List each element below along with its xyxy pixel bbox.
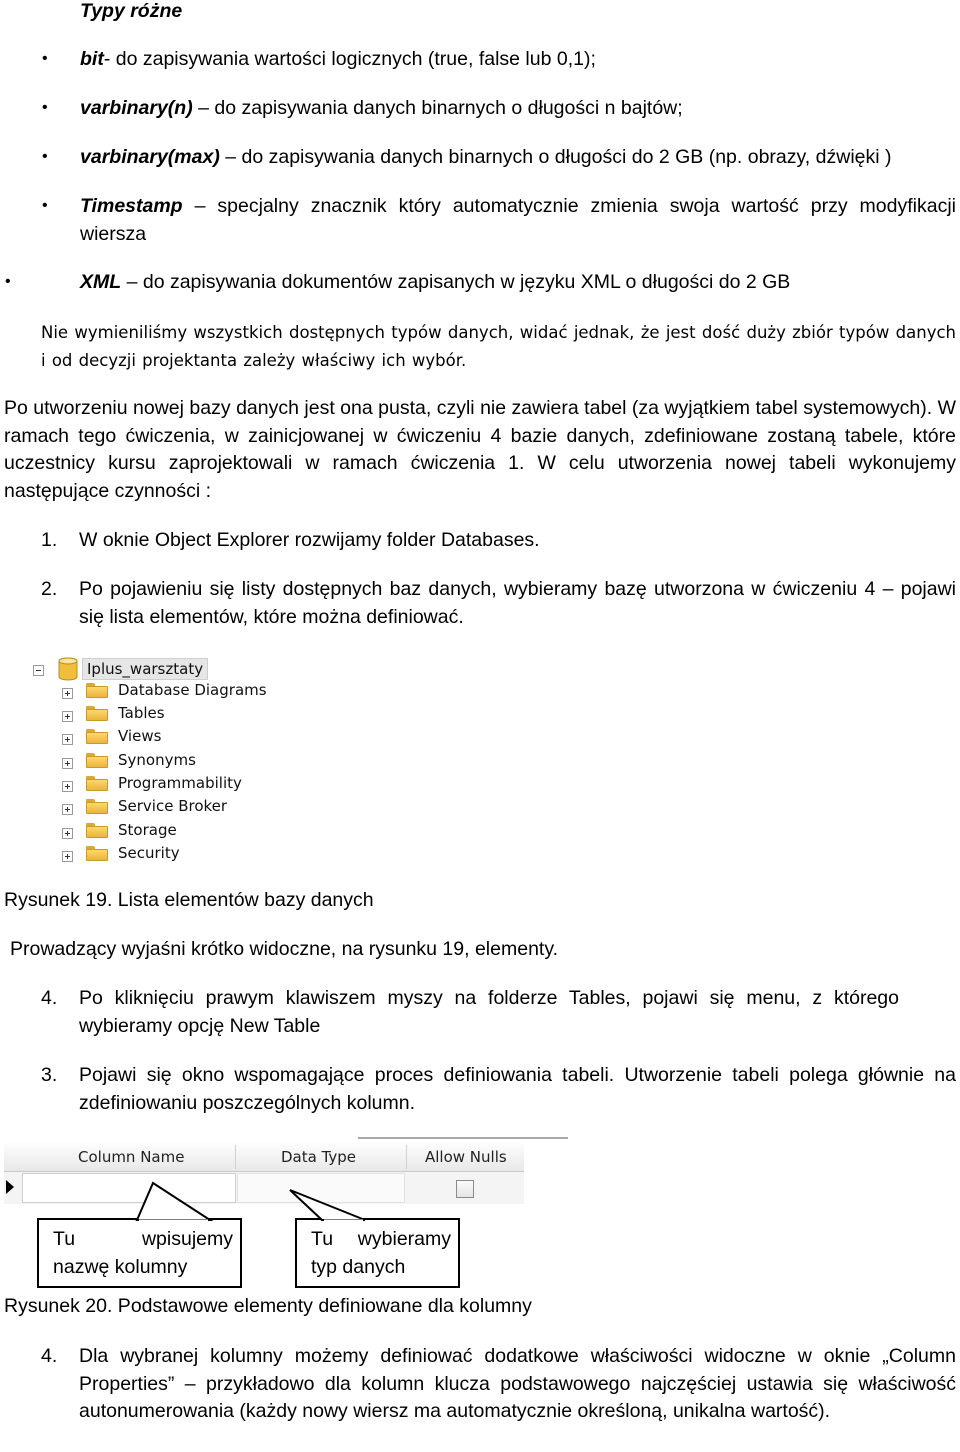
type-desc: – do zapisywania dokumentów zapisanych w języku XML o długości do 2 GB [121,271,791,293]
tree-item-label: Tables [118,704,165,722]
callout-pointers [0,1135,580,1295]
step-number: 3. [41,1064,58,1086]
tree-item-label: Service Broker [118,797,228,815]
type-term: varbinary(max) [80,146,220,168]
type-term: XML [80,271,122,293]
type-term: varbinary(n) [80,97,193,119]
column-header-type[interactable]: Data Type [281,1148,357,1166]
tree-root[interactable] [0,655,320,677]
step-number: 4. [41,1345,58,1367]
expand-icon[interactable] [62,828,73,839]
type-item-varbinary-n [80,95,683,123]
expand-icon[interactable] [62,688,73,699]
callout-text: Tu wpisujemy nazwę kolumny [53,1228,233,1278]
folder-icon [86,706,108,721]
expand-icon[interactable] [62,851,73,862]
folder-icon [86,753,108,768]
callout-text: Tu wybieramy typ danych [311,1228,451,1278]
tree-item-tables[interactable] [0,703,320,725]
type-item-varbinary-max [80,144,892,172]
step-number: 4. [41,987,58,1009]
expand-icon[interactable] [62,758,73,769]
tree-item-label: Programmability [118,774,242,792]
tree-item-label: Synonyms [118,751,196,769]
bullet: • [42,197,48,214]
folder-icon [86,729,108,744]
type-desc: – specjalny znacznik który automatycznie zmienia swoja wartość przy modyfikacji wiersza [80,195,956,245]
tree-item-label: Database Diagrams [118,681,267,699]
column-definition-grid [0,1135,580,1295]
folder-icon [86,776,108,791]
column-header-nulls[interactable]: Allow Nulls [425,1148,507,1166]
step-text: W oknie Object Explorer rozwijamy folder Databases. [79,529,540,551]
step-text: Pojawi się okno wspomagające proces definiowania tabeli. Utworzenie tabeli polega głównie na zdefiniowaniu poszczególnych kolumn. [79,1064,956,1114]
bullet: • [42,50,48,67]
tree-item-synonyms[interactable] [0,750,320,772]
step-number: 1. [41,529,58,551]
database-icon [58,657,78,681]
tree-item-views[interactable] [0,726,320,748]
tree-item-security[interactable] [0,843,320,865]
column-header-name[interactable]: Column Name [78,1148,185,1166]
type-desc: - do zapisywania wartości logicznych (true, false lub 0,1); [103,48,596,70]
expand-icon[interactable] [62,804,73,815]
figure-caption: Rysunek 19. Lista elementów bazy danych [4,889,374,911]
bullet: • [42,148,48,165]
tree-item-programmability[interactable] [0,773,320,795]
bullet: • [5,273,11,290]
expand-icon[interactable] [62,781,73,792]
expand-icon[interactable] [62,734,73,745]
expand-icon[interactable] [62,711,73,722]
folder-icon [86,683,108,698]
type-desc: – do zapisywania danych binarnych o długości do 2 GB (np. obrazy, dźwięki ) [219,146,892,168]
figure-caption: Rysunek 20. Podstawowe elementy definiowane dla kolumny [4,1295,532,1317]
paragraph-after-create: Po utworzeniu nowej bazy danych jest ona pusta, czyli nie zawiera tabel (za wyjątkiem tabel systemowych). W ramach tego ćwiczenia, w zainicjowanej w ćwiczeniu 4 bazie danych, zdefiniowane zostaną tabele, które uczestnicy kursu zaprojektowali w ramach ćwiczenia 1. W celu utworzenia nowej tabeli wykonujemy następujące czynności : [4,397,956,502]
folder-icon [86,799,108,814]
step-number: 2. [41,578,58,600]
type-item-timestamp [80,193,956,248]
paragraph-not-all-types: Nie wymieniliśmy wszystkich dostępnych typów danych, widać jednak, że jest dość duży zbiór typów danych i od decyzji projektanta zależy właściwy ich wybór. [41,323,956,370]
tree-item-label: Security [118,844,180,862]
type-term: bit [80,48,104,70]
step-text: Po pojawieniu się listy dostępnych baz danych, wybieramy bazę utworzona w ćwiczeniu 4 – pojawi się lista elementów, które można definiować. [79,578,956,628]
tree-item-storage[interactable] [0,820,320,842]
object-explorer-tree [0,650,320,870]
tree-item-database-diagrams[interactable] [0,680,320,702]
paragraph-instructor: Prowadzący wyjaśni krótko widoczne, na rysunku 19, elementy. [10,938,559,960]
tree-item-label: Storage [118,821,177,839]
type-desc: – do zapisywania danych binarnych o długości n bajtów; [192,97,683,119]
step-text: Po kliknięciu prawym klawiszem myszy na folderze Tables, pojawi się menu, z którego wybieramy opcję New Table [79,987,899,1037]
collapse-icon[interactable] [33,665,44,676]
tree-root-label: Iplus_warsztaty [82,658,208,680]
folder-icon [86,823,108,838]
tree-item-label: Views [118,727,162,745]
bullet: • [42,99,48,116]
folder-icon [86,846,108,861]
step-text: Dla wybranej kolumny możemy definiować dodatkowe właściwości widoczne w oknie „Column Properties” – przykładowo dla kolumn klucza podstawowego najczęściej ustawia się właściwość autonumerowania (każdy nowy wiersz ma automatycznie określoną, unikalna wartość). [79,1345,956,1422]
type-item-xml [80,269,790,297]
type-term: Timestamp [80,195,183,217]
tree-item-service-broker[interactable] [0,796,320,818]
type-item-bit [80,46,596,74]
section-title: Typy różne [80,0,183,22]
